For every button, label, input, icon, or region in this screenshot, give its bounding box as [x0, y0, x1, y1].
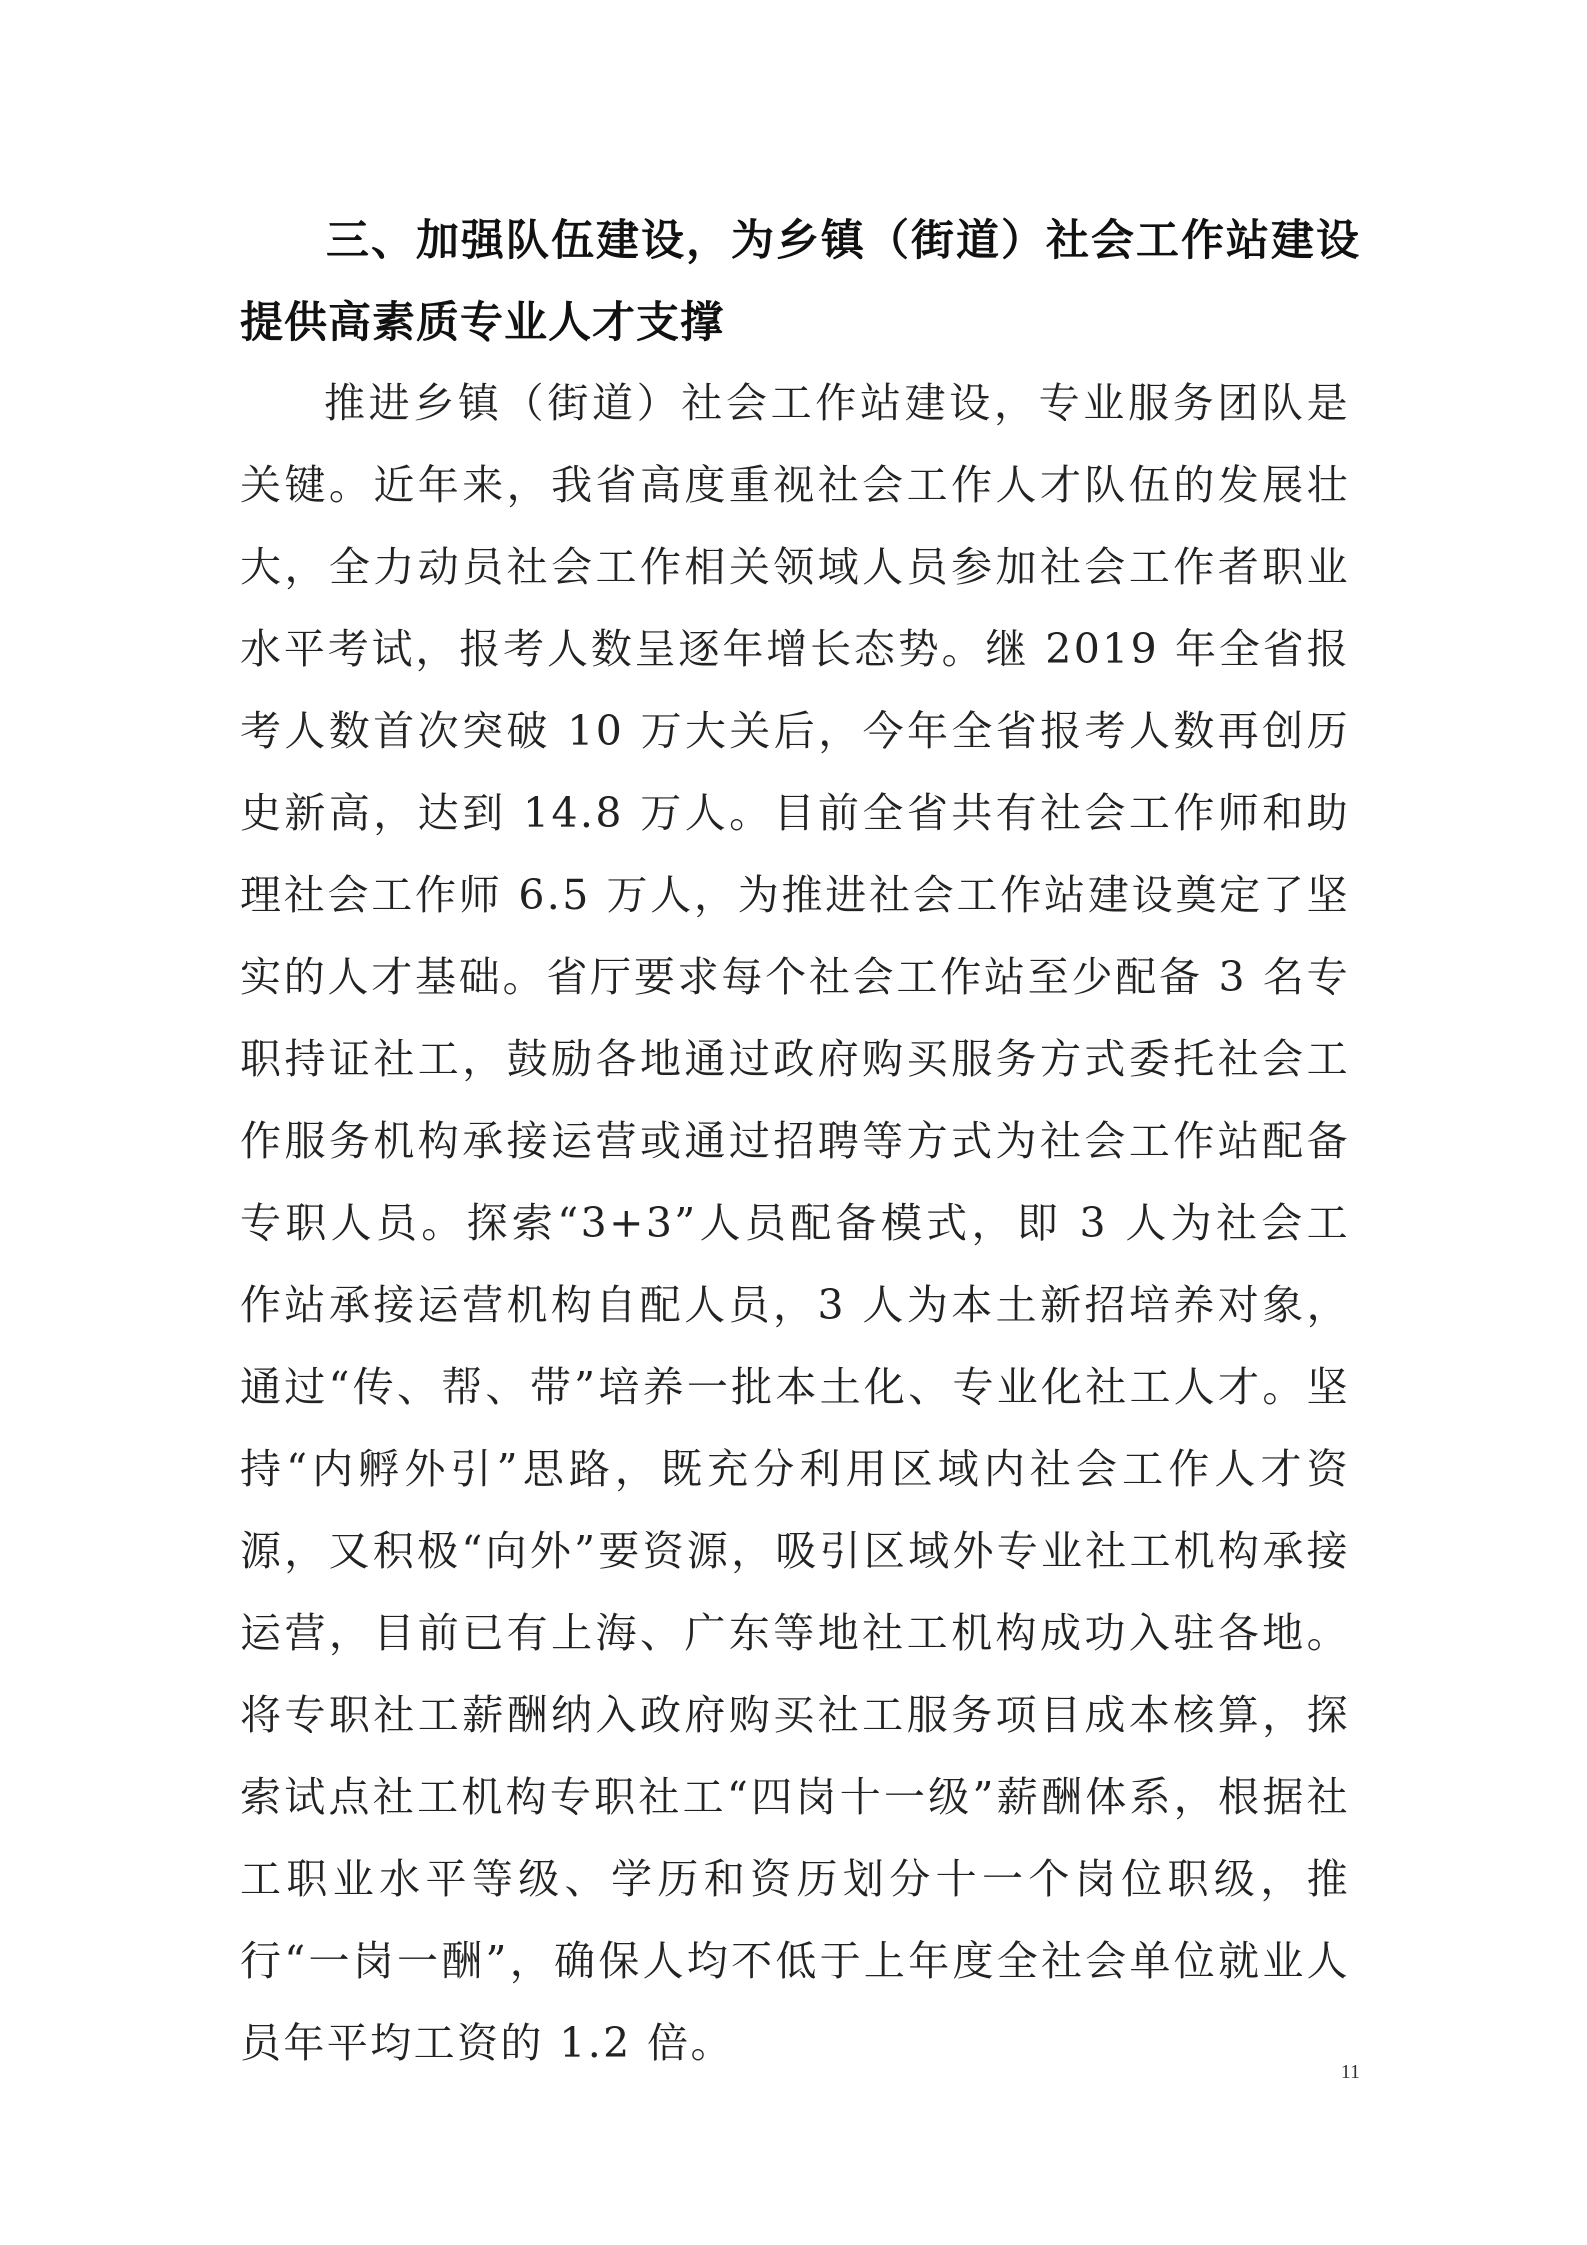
page-number: 11: [1340, 2061, 1360, 2083]
body-paragraph: 推进乡镇（街道）社会工作站建设，专业服务团队是关键。近年来，我省高度重视社会工作人才队伍的发展壮大，全力动员社会工作相关领域人员参加社会工作者职业水平考试，报考人数呈逐年增长态势。继 2019 年全省报考人数首次突破 10 万大关后，今年全省报考人数再创历史新高，达到 14.8 万人。目前全省共有社会工作师和助理社会工作师 6.5 万人，为推进社会工作站建设奠定了坚实的人才基础。省厅要求每个社会工作站至少配备 3 名专职持证社工，鼓励各地通过政府购买服务方式委托社会工作服务机构承接运营或通过招聘等方式为社会工作站配备专职人员。探索“3+3”人员配备模式，即 3 人为社会工作站承接运营机构自配人员，3 人为本土新招培养对象，通过“传、帮、带”培养一批本土化、专业化社工人才。坚持“内孵外引”思路，既充分利用区域内社会工作人才资源，又积极“向外”要资源，吸引区域外专业社工机构承接运营，目前已有上海、广东等地社工机构成功入驻各地。将专职社工薪酬纳入政府购买社工服务项目成本核算，探索试点社工机构专职社工“四岗十一级”薪酬体系，根据社工职业水平等级、学历和资历划分十一个岗位职级，推行“一岗一酬”，确保人均不低于上年度全社会单位就业人员年平均工资的 1.2 倍。: [240, 379, 1350, 2067]
section-heading: 三、加强队伍建设，为乡镇（街道）社会工作站建设提供高素质专业人才支撑: [240, 216, 1360, 348]
